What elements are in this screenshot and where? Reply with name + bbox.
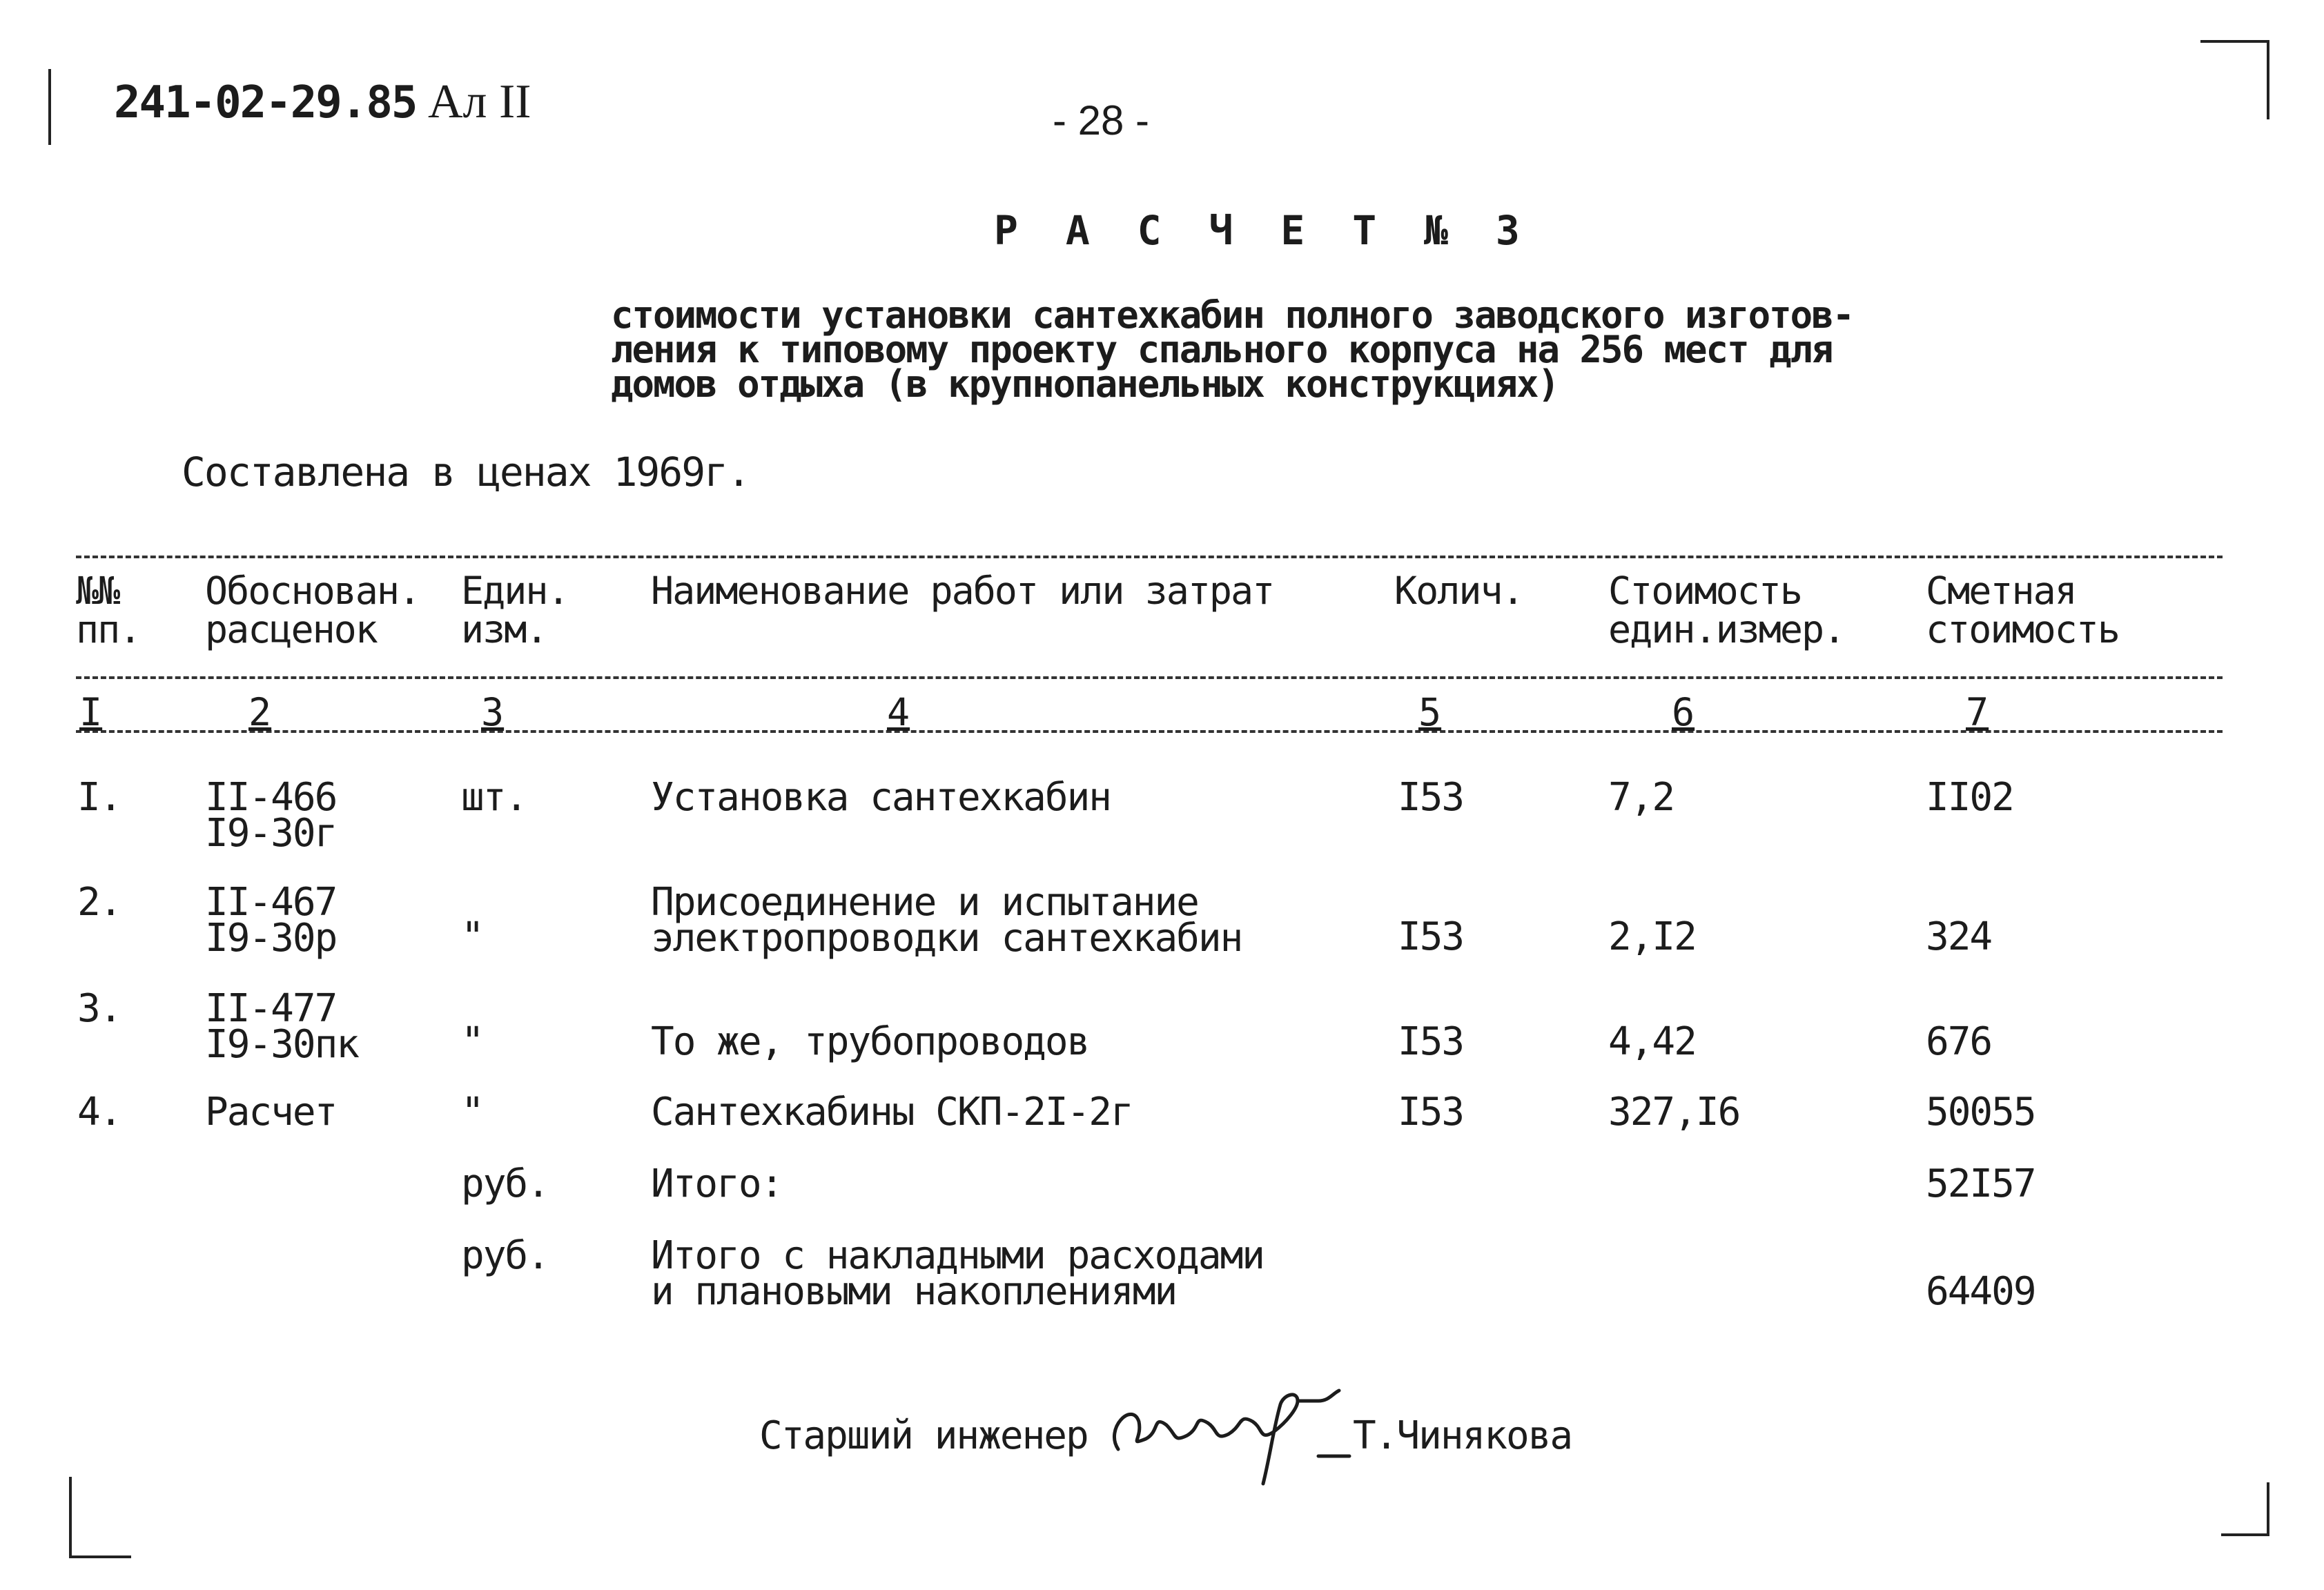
header-qty-line: Колич.	[1394, 569, 1523, 613]
subtotal-value: 52I57	[1926, 1161, 2035, 1206]
row-4-name: Сантехкабины СКП-2I-2г	[651, 1090, 1133, 1135]
row-3-basis	[205, 986, 359, 1067]
header-num-line: №№	[76, 569, 119, 613]
header-basis-line: расценок	[205, 607, 377, 651]
row-2-basis	[205, 880, 337, 961]
signature-position: Старший инженер	[759, 1413, 1088, 1458]
column-number-6: 6	[1672, 690, 1695, 734]
row-3-name: То же, трубопроводов	[651, 1019, 1089, 1064]
row-1-unit: шт.	[461, 775, 527, 820]
basis-line: II-466	[205, 775, 337, 820]
basis-line: I9-30р	[205, 916, 337, 961]
header-num	[76, 571, 140, 649]
table-rule-header-bottom	[76, 676, 2223, 679]
row-1-basis	[205, 775, 337, 856]
row-1-num: I.	[77, 775, 121, 820]
header-qty	[1394, 569, 1523, 613]
corner-mark-bottom-right-v	[2267, 1482, 2269, 1536]
row-2-total: 324	[1926, 914, 1992, 959]
corner-mark-top-right-h	[2200, 40, 2269, 43]
row-2-qty: I53	[1398, 914, 1464, 959]
header-num-line: пп.	[76, 607, 141, 651]
corner-mark-bottom-right-h	[2221, 1533, 2269, 1536]
grand-total-line: и плановыми накоплениями	[651, 1269, 1177, 1314]
column-number-2: 2	[248, 690, 272, 734]
subtotal-unit: руб.	[461, 1161, 549, 1206]
signatory-name: Т.Чинякова	[1353, 1413, 1572, 1458]
header-total	[1926, 571, 2119, 649]
grand-total-unit: руб.	[461, 1233, 549, 1278]
basis-line: II-477	[205, 986, 337, 1031]
page-number: - 28 -	[1053, 97, 1150, 144]
row-2-unit-cost: 2,I2	[1608, 914, 1696, 959]
basis-line: I9-30пк	[205, 1022, 359, 1067]
header-basis	[205, 571, 420, 649]
corner-mark-top-left	[48, 69, 51, 145]
name-line: электропроводки сантехкабин	[651, 916, 1242, 961]
column-number-7: 7	[1966, 690, 1989, 734]
table-rule-column-numbers	[76, 730, 2223, 733]
corner-mark-top-right-v	[2267, 40, 2269, 119]
name-line: Присоединение и испытание	[651, 880, 1198, 925]
row-2-unit: "	[461, 914, 483, 959]
row-1-unit-cost: 7,2	[1608, 775, 1674, 820]
column-number-1: I	[79, 690, 103, 734]
column-number-3: 3	[481, 690, 505, 734]
sheet-label: Ал II	[428, 75, 531, 128]
column-number-5: 5	[1418, 690, 1442, 734]
document-code: 241-02-29.85	[114, 77, 417, 128]
row-3-total: 676	[1926, 1019, 1992, 1064]
grand-total-line: Итого с накладными расходами	[651, 1233, 1264, 1278]
row-2-num: 2.	[77, 880, 121, 925]
row-2-name	[651, 880, 1242, 961]
corner-mark-bottom-left-v	[69, 1477, 72, 1558]
subtitle-line: домов отдыха (в крупнопанельных конструкциях)	[611, 362, 1559, 406]
page-title: Р А С Ч Е Т № 3	[994, 207, 1532, 254]
row-4-unit: "	[461, 1090, 483, 1135]
header-name	[651, 569, 1274, 613]
grand-total-label	[651, 1233, 1264, 1314]
row-3-num: 3.	[77, 986, 121, 1031]
row-3-unit-cost: 4,42	[1608, 1019, 1696, 1064]
row-1-qty: I53	[1398, 775, 1464, 820]
row-1-name: Установка сантехкабин	[651, 775, 1111, 820]
header-unit	[461, 571, 569, 649]
header-unit-cost-line: един.измер.	[1608, 607, 1845, 651]
row-1-total: II02	[1926, 775, 2013, 820]
row-4-basis: Расчет	[205, 1090, 337, 1135]
header-unit-cost-line: Стоимость	[1608, 569, 1802, 613]
prices-note: Составлена в ценах 1969г.	[182, 449, 750, 495]
header-unit-line: изм.	[461, 607, 547, 651]
row-4-qty: I53	[1398, 1090, 1464, 1135]
row-3-qty: I53	[1398, 1019, 1464, 1064]
header-name-line: Наименование работ или затрат	[651, 569, 1274, 613]
column-number-4: 4	[887, 690, 910, 734]
header-total-line: стоимость	[1926, 607, 2120, 651]
row-4-total: 50055	[1926, 1090, 2035, 1135]
row-3-unit: "	[461, 1019, 483, 1064]
page-subtitle	[611, 293, 1854, 406]
grand-total-value: 64409	[1926, 1269, 2035, 1314]
basis-line: I9-30г	[205, 811, 337, 856]
table-rule-top	[76, 556, 2223, 558]
header-total-line: Сметная	[1926, 569, 2076, 613]
subtotal-label: Итого:	[651, 1161, 783, 1206]
header-unit-line: Един.	[461, 569, 569, 613]
corner-mark-bottom-left-h	[69, 1555, 131, 1558]
header-basis-line: Обоснован.	[205, 569, 420, 613]
handwritten-signature	[1091, 1373, 1353, 1491]
subtitle-line: ления к типовому проекту спального корпуса на 256 мест для	[611, 328, 1833, 371]
row-4-unit-cost: 327,I6	[1608, 1090, 1740, 1135]
basis-line: II-467	[205, 880, 337, 925]
header-unit-cost	[1608, 571, 1844, 649]
subtitle-line: стоимости установки сантехкабин полного заводского изготов-	[611, 293, 1854, 337]
row-4-num: 4.	[77, 1090, 121, 1135]
